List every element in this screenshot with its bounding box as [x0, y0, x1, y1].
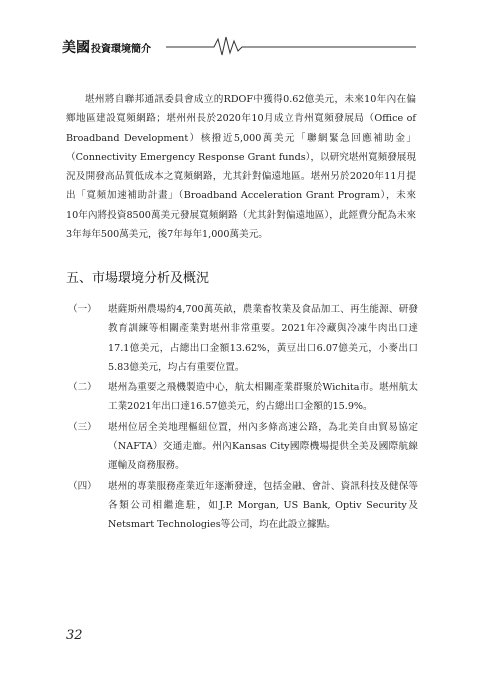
list-item [68, 378, 418, 417]
running-header [62, 38, 151, 56]
header-heartbeat-line [166, 33, 416, 59]
list-item-text: 堪薩斯州農場約4,700萬英畝，農業畜牧業及食品加工、再生能源、研發教育訓練等相關產業對堪州非常重要。2021年冷藏與冷凍牛肉出口達17.1億美元，占總出口金額13.62%，黃豆出口6.07億美元，小麥出口5.83億美元，均占有重要位置。 [108, 304, 418, 373]
section-heading: 五、市場環境分析及概況 [66, 271, 210, 286]
list-item [68, 300, 418, 377]
header-logo: 美國 [62, 40, 90, 56]
market-list [68, 300, 418, 536]
list-item-text: 堪州的專業服務產業近年逐漸發達，包括金融、會計、資訊科技及健保等各類公司相繼進駐，如J.P. Morgan, US Bank, Optiv Security及Netsmart Technologies等公司，均在此設立據點。 [108, 480, 418, 531]
list-item-number: （三） [68, 421, 97, 433]
list-item-text: 堪州為重要之飛機製造中心，航太相關產業群聚於Wichita市。堪州航太工業2021年出口達16.57億美元，約占總出口金額的15.9%。 [108, 382, 418, 413]
list-item [68, 477, 418, 535]
body-text [66, 90, 416, 244]
page-number: 32 [66, 628, 83, 643]
list-item [68, 418, 418, 476]
list-item-number: （二） [68, 382, 97, 394]
list-item-number: （一） [68, 304, 97, 315]
list-item-text: 堪州位居全美地理樞紐位置，州內多條高速公路，為北美自由貿易協定（NAFTA）交通走廊。州內Kansas City國際機場提供全美及國際航線運輸及商務服務。 [108, 421, 418, 472]
header-subtitle: 投資環境簡介 [91, 43, 151, 55]
list-item-number: （四） [68, 480, 97, 492]
intro-paragraph: 堪州將自聯邦通訊委員會成立的RDOF中獲得0.62億美元，未來10年內在偏鄉地區建設寬頻網路；堪州州長於2020年10月成立肯州寬頻發展局（Office of Broadband Development）核撥近5,000萬美元「聯網緊急回應補助金」（Connectivity Emergency Response Grant funds），以研究堪州寬頻發展現況及開發高品質低成本之寬頻網路，尤其針對偏遠地區。堪州另於2020年11月提出「寬頻加速補助計畫」（Broadband Acceleration Grant Program），未來10年內將投資8500萬美元發展寬頻網路（尤其針對偏遠地區），此經費分配為未來3年每年500萬美元，後7年每年1,000萬美元。 [66, 94, 416, 241]
